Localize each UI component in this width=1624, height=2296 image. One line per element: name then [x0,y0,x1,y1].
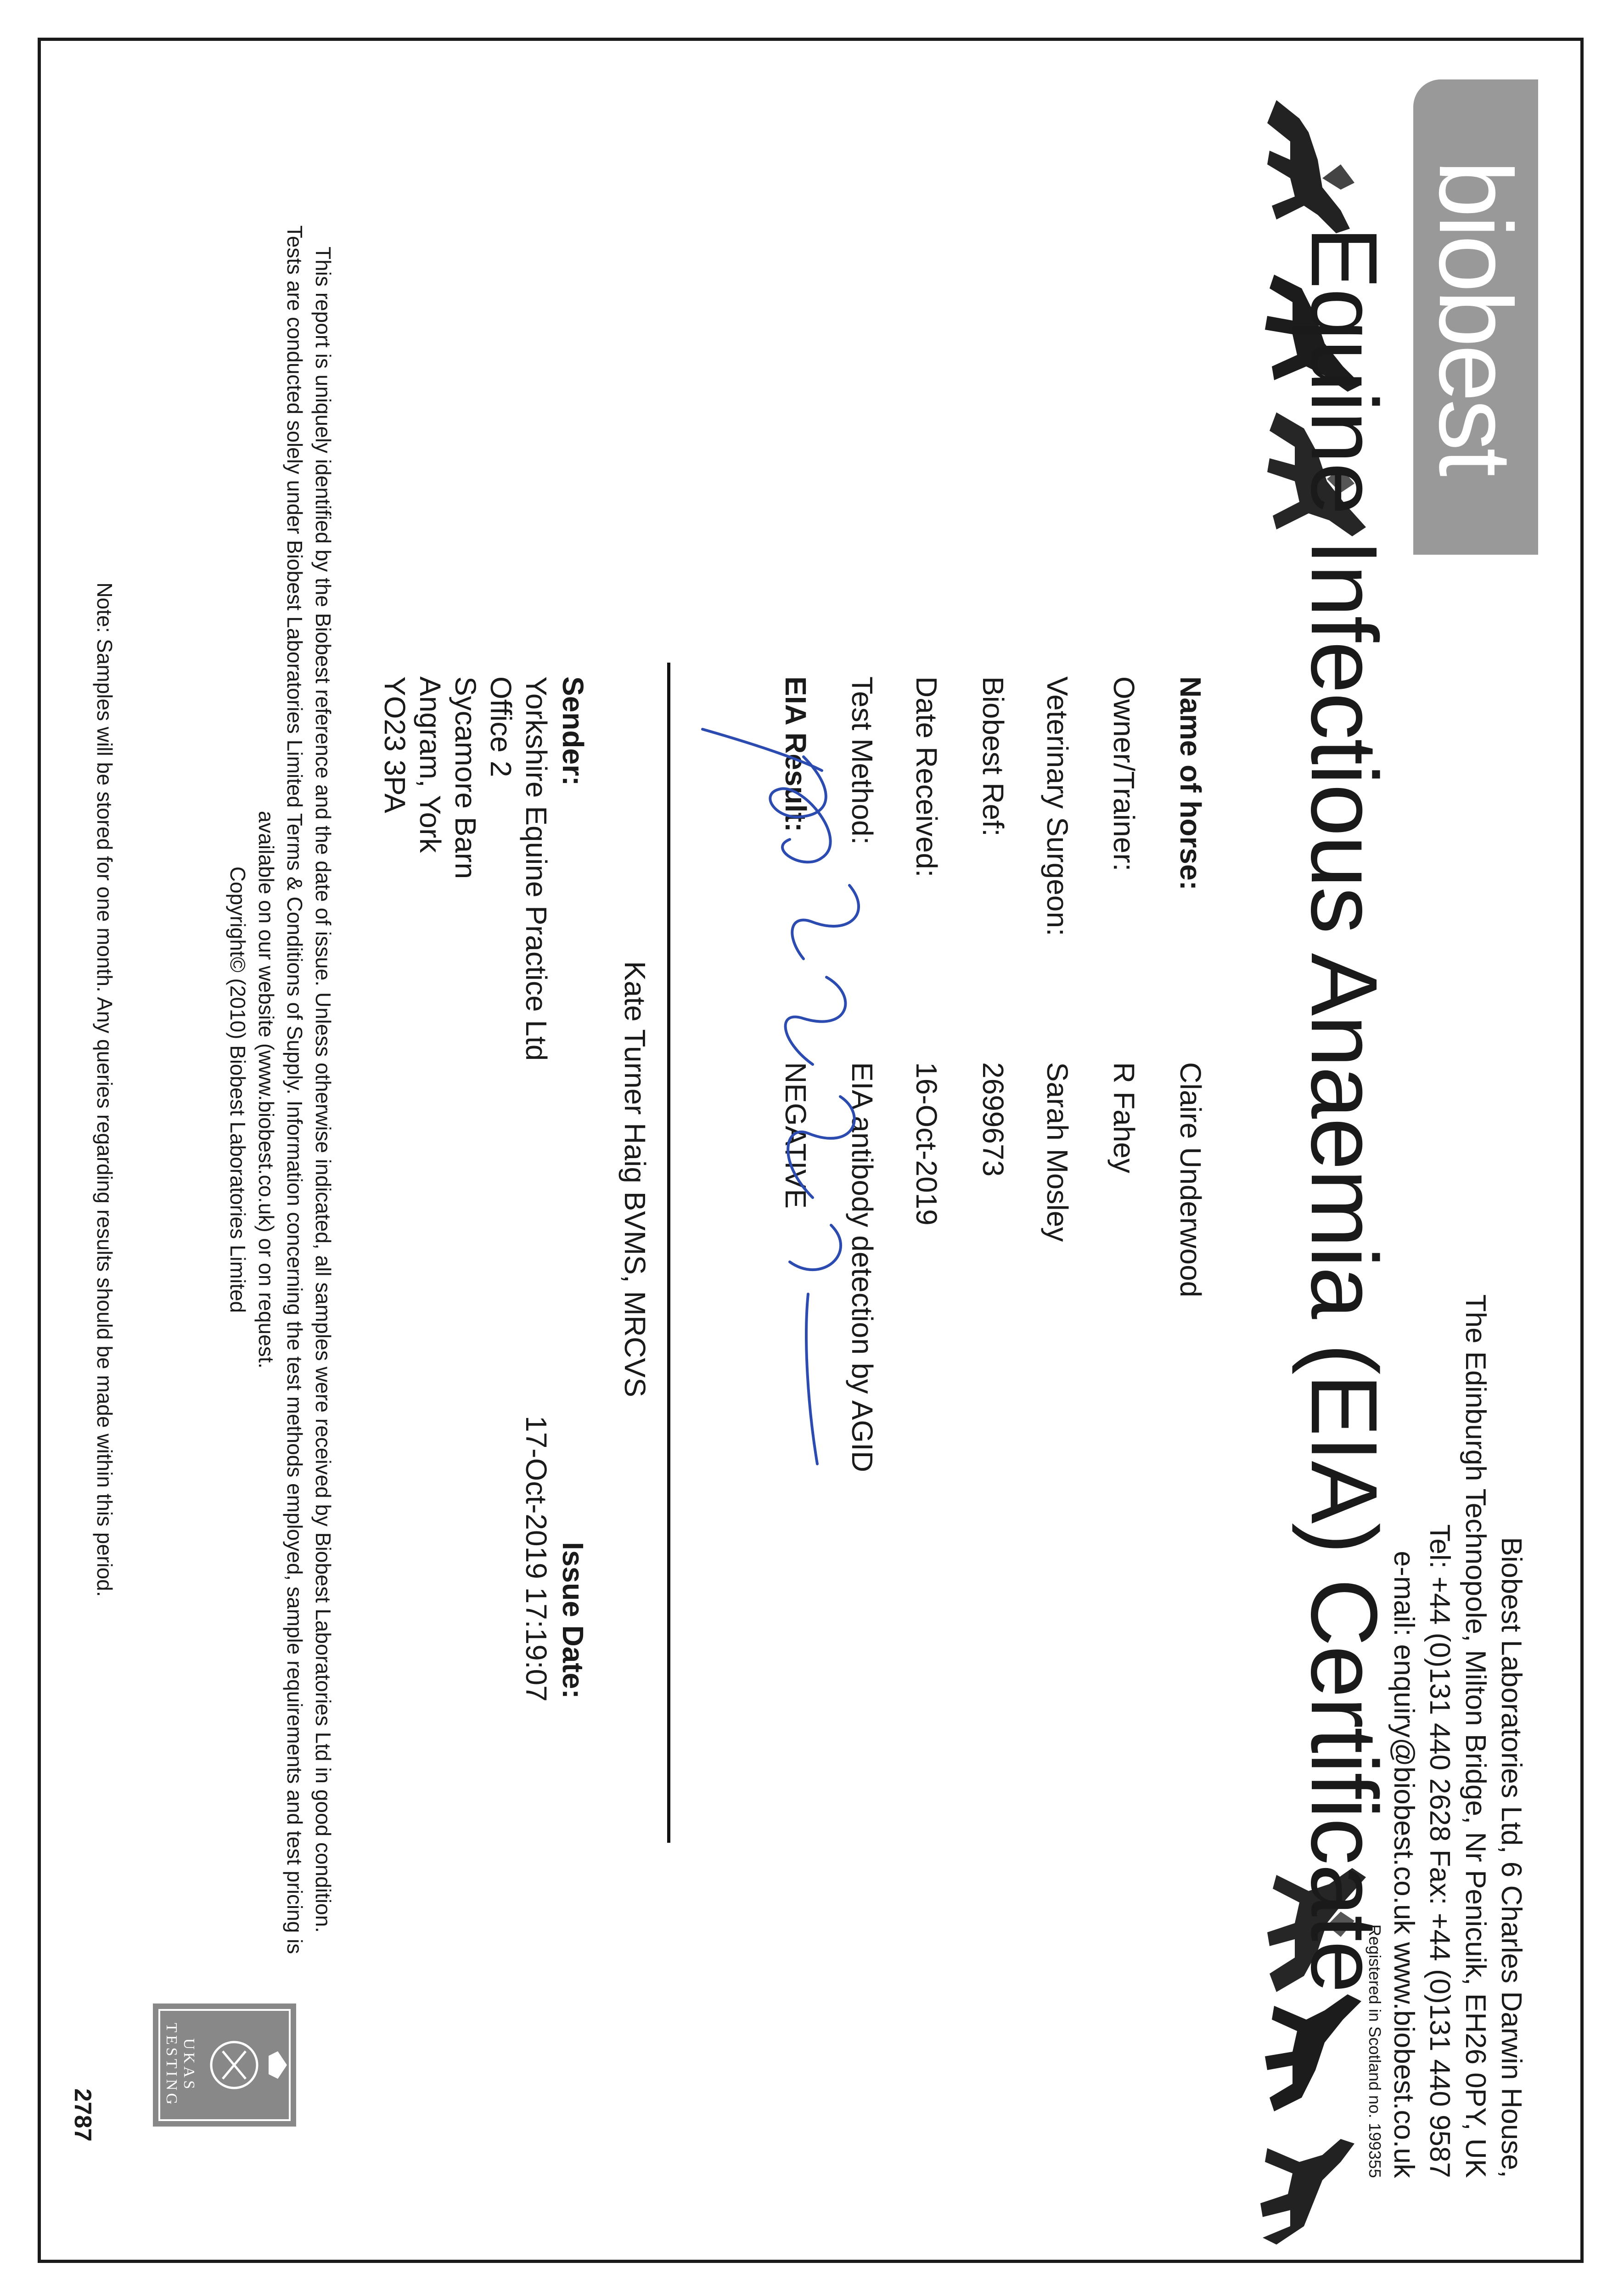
field-label-date-received: Date Received: [910,676,943,878]
logo-wordmark: biobest [1418,160,1534,474]
handwritten-signature [666,720,941,1478]
certificate-title: Equine Infectious Anaemia (EIA) Certificate [1292,226,1397,1992]
certificate-landscape [41,40,1584,2258]
signature-line [667,663,670,1843]
sender-line: Angram, York [414,676,447,853]
field-value-test-method: EIA antibody detection by AGID [846,1062,879,1472]
signatory-name: Kate Turner Haig BVMS, MRCVS [618,961,652,1397]
racehorse-image-1 [1249,91,1368,242]
field-label-horse: Name of horse: [1174,676,1207,890]
field-label-ref: Biobest Ref: [977,676,1010,837]
field-value-owner: R Fahey [1107,1062,1141,1173]
ukas-label: UKAS TESTING [163,2023,197,2107]
issue-date-heading: Issue Date: [556,1542,590,1699]
field-value-vet: Sarah Mosley [1041,1062,1074,1242]
biobest-logo [1413,79,1538,555]
footer-line: Copyright© (2010) Biobest Laboratories Limited [226,866,250,1313]
sender-heading: Sender: [556,676,590,786]
sender-line: Yorkshire Equine Practice Ltd [520,676,553,1061]
racehorse-image-5 [1256,1987,1380,2125]
sender-line: Sycamore Barn [449,676,482,879]
address-line: Tel: +44 (0)131 440 2628 Fax: +44 (0)131 440 9587 [1424,1524,1455,2178]
footer-line: This report is uniquely identified by the Biobest reference and the date of issue. Unless otherwise indicated, all samples were received by Biobest Laboratories Ltd in good condition. [311,247,335,1933]
address-line: e-mail: enquiry@biobest.co.uk www.biobest.co.uk [1388,1551,1420,2178]
storage-note: Note: Samples will be stored for one month. Any queries regarding results should be made within this period. [93,582,117,1597]
sender-line: Office 2 [484,676,517,777]
field-label-result: EIA Result: [779,676,812,832]
footer-terms [224,114,337,2065]
field-value-result: NEGATIVE [779,1062,812,1209]
racehorse-image-6 [1249,2134,1377,2254]
issue-date-value: 17-Oct-2019 17:19:07 [520,1416,553,1702]
sender-line: YO23 3PA [378,676,411,813]
registration-number: Registered in Scotland no. 199355 [1366,1924,1384,2178]
address-line: The Edinburgh Technopole, Milton Bridge, Nr Penicuik, EH26 0PY, UK [1460,1294,1491,2178]
footer-line: Tests are conducted solely under Biobest Laboratories Limited Terms & Conditions of Supply. Information concerning the test methods employed, sample requirements and test pricing is [283,225,307,1954]
ukas-accreditation-logo [153,2003,296,2127]
field-value-horse: Claire Underwood [1174,1062,1207,1298]
field-value-date-received: 16-Oct-2019 [910,1062,943,1226]
footer-line: available on our website (www.biobest.co.uk) or on request. [254,810,278,1369]
field-label-test-method: Test Method: [846,676,879,845]
field-label-vet: Veterinary Surgeon: [1041,676,1074,936]
lab-address [1364,1294,1529,2178]
ukas-number: 2787 [69,2088,96,2142]
address-line: Biobest Laboratories Ltd, 6 Charles Darwin House, [1495,1537,1527,2178]
field-label-owner: Owner/Trainer: [1107,676,1141,872]
field-value-ref: 2699673 [977,1062,1010,1177]
